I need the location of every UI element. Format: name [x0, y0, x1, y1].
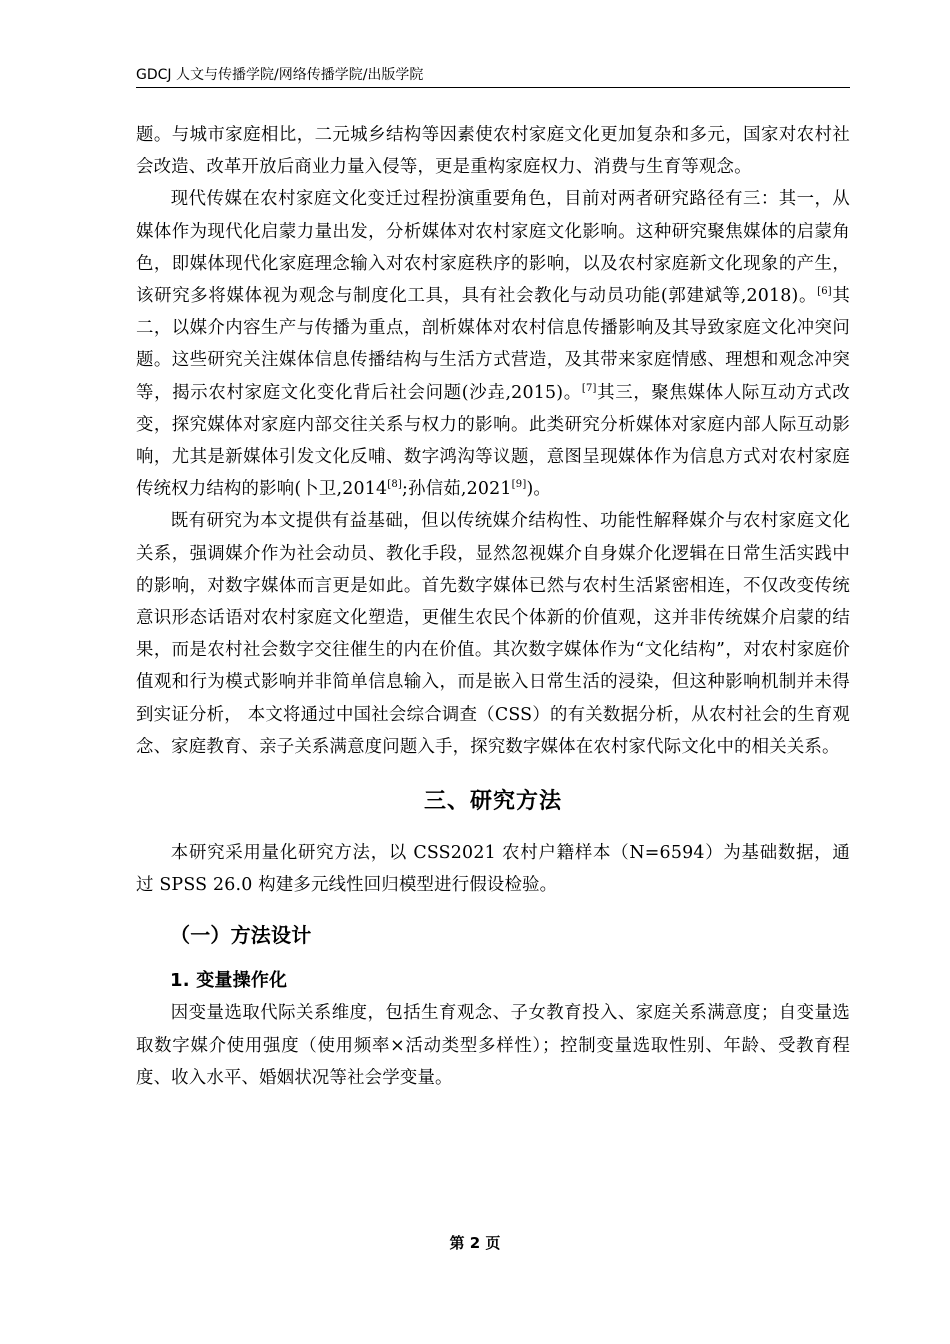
section-heading: 三、研究方法 — [423, 789, 562, 815]
running-header: GDCJ 人文与传播学院/网络传播学院/出版学院 — [136, 67, 424, 83]
paragraph-text: )。 — [526, 479, 552, 500]
paragraph-text: 现代传媒在农村家庭文化变迁过程扮演重要角色，目前对两者研究路径有三：其一，从媒体作为现代化启蒙力量出发，分析媒体对农村家庭文化影响。这种研究聚焦媒体的启蒙角色，即媒体现代化家庭理念输入对农村家庭秩序的影响，以及农村家庭新文化现象的产生，该研究多将媒体视为观念与制度化工具，具有社会教化与动员功能(郭建斌等,2018)。 — [136, 189, 850, 307]
paragraph-existing-research: 既有研究为本文提供有益基础，但以传统媒介结构性、功能性解释媒介与农村家庭文化关系，强调媒介作为社会动员、教化手段，显然忽视媒介自身媒介化逻辑在日常生活实践中的影响，对数字媒体而言更是如此。首先数字媒体已然与农村生活紧密相连，不仅改变传统意识形态话语对农村家庭文化塑造，更催生农民个体新的价值观，这并非传统媒介启蒙的结果，而是农村社会数字交往催生的内在价值。其次数字媒体作为“文化结构”，对农村家庭价值观和行为模式影响并非简单信息输入，而是嵌入日常生活的浸染，但这种影响机制并未得到实证分析， 本文将通过中国社会综合调查（CSS）的有关数据分析，从农村社会的生育观念、家庭教育、亲子关系满意度问题入手，探究数字媒体在农村家代际文化中的相关关系。 — [136, 511, 850, 757]
document-body — [136, 119, 850, 1094]
paragraph-variables: 因变量选取代际关系维度，包括生育观念、子女教育投入、家庭关系满意度；自变量选取数字媒介使用强度（使用频率×活动类型多样性）；控制变量选取性别、年龄、受教育程度、收入水平、婚姻状况等社会学变量。 — [136, 1003, 850, 1088]
citation-ref: [7] — [581, 382, 597, 394]
subsubsection-heading: 1. 变量操作化 — [170, 970, 288, 992]
citation-ref: [8] — [387, 479, 403, 491]
paragraph-method: 本研究采用量化研究方法，以 CSS2021 农村户籍样本（N=6594）为基础数据，通过 SPSS 26.0 构建多元线性回归模型进行假设检验。 — [136, 843, 850, 896]
page-number: 第 2 页 — [449, 1234, 501, 1252]
subsection-heading: （一）方法设计 — [170, 923, 312, 948]
citation-ref: [6] — [817, 286, 832, 298]
paragraph-text: 其二，以媒介内容生产与传播为重点，剖析媒体对农村信息传播影响及其导致家庭文化冲突问题。这些研究关注媒体信息传播结构与生活方式营造，及其带来家庭情感、理想和观念冲突等，揭示农村家庭文化变化背后社会问题(沙垚,2015)。 — [136, 286, 851, 403]
paragraph-continuation: 题。与城市家庭相比，二元城乡结构等因素使农村家庭文化更加复杂和多元，国家对农村社会改造、改革开放后商业力量入侵等，更是重构家庭权力、消费与生育等观念。 — [136, 125, 850, 178]
header-divider — [136, 87, 850, 88]
citation-ref: [9] — [511, 479, 527, 491]
paragraph-text: 其三，聚焦媒体人际互动方式改变，探究媒体对家庭内部交往关系与权力的影响。此类研究分析媒体对家庭内部人际互动影响，尤其是新媒体引发文化反哺、数字鸿沟等议题，意图呈现媒体作为信息方式对农村家庭传统权力结构的影响(卜卫,2014 — [136, 382, 850, 500]
paragraph-research-paths — [136, 183, 850, 505]
paragraph-text: ;孙信茹,2021 — [402, 479, 512, 500]
